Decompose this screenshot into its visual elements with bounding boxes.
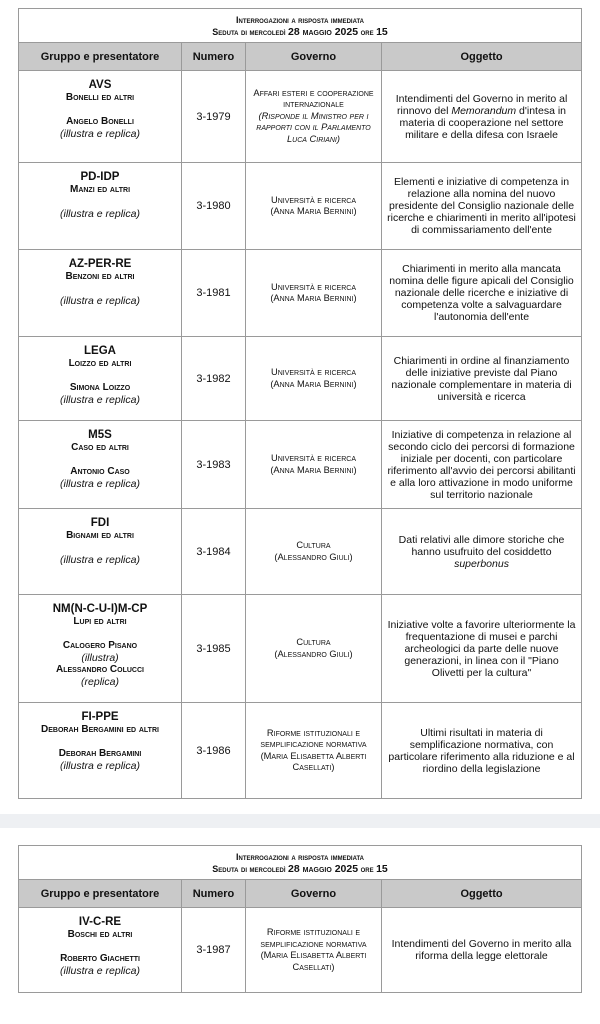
spacer — [19, 283, 181, 295]
subject-text: Intendimenti del Governo in merito alla riforma della legge elettorale — [391, 938, 572, 962]
group-name: Lupi ed altri — [73, 616, 127, 627]
document-page-2 — [0, 828, 600, 1024]
subject-cell — [382, 337, 582, 421]
group-cell — [19, 337, 182, 421]
presenter-role: (illustra e replica) — [60, 965, 140, 977]
group-name: Manzi ed altri — [69, 184, 131, 195]
question-number: 3-1987 — [182, 908, 246, 993]
presenter-name: Simona Loizzo — [69, 382, 131, 393]
table-row — [19, 337, 582, 421]
group-cell — [19, 509, 182, 595]
minister-name: (Anna Maria Bernini) — [270, 378, 357, 389]
presenter-role-2: (replica) — [81, 676, 119, 688]
questions-table-continued — [18, 845, 582, 993]
party-name: PD-IDP — [80, 171, 120, 183]
government-cell — [246, 337, 382, 421]
question-number: 3-1985 — [182, 595, 246, 703]
minister-name: (Anna Maria Bernini) — [270, 464, 357, 475]
title-line-2: Seduta di mercoledì 28 maggio 2025 ore 15 — [212, 862, 388, 875]
ministry-name: Università e ricerca — [270, 453, 356, 463]
spacer — [19, 454, 181, 466]
minister-name: (Alessandro Giuli) — [274, 648, 353, 659]
subject-cell — [382, 421, 582, 509]
table-title — [19, 9, 582, 43]
minister-name: (Maria Elisabetta Alberti Casellati) — [260, 750, 367, 772]
subject-text: Dati relativi alle dimore storiche che hanno usufruito del cosiddetto — [398, 533, 565, 558]
table-row — [19, 163, 582, 250]
minister-name: (Anna Maria Bernini) — [270, 293, 357, 303]
col-header-subject: Oggetto — [382, 43, 582, 71]
ministry-name: Riforme istituzionali e semplificazione normativa — [260, 927, 367, 949]
group-cell — [19, 71, 182, 163]
group-cell — [19, 595, 182, 703]
group-cell — [19, 421, 182, 509]
col-header-group: Gruppo e presentatore — [19, 880, 182, 908]
government-cell — [246, 509, 382, 595]
group-name: Bonelli ed altri — [65, 92, 135, 103]
ministry-name: Università e ricerca — [270, 281, 356, 292]
government-cell — [246, 421, 382, 509]
party-name: FI-PPE — [81, 711, 119, 723]
group-cell — [19, 163, 182, 250]
table-row — [19, 908, 582, 993]
presenter-name: Roberto Giachetti — [60, 953, 140, 964]
presenter-name: Deborah Bergamini — [58, 748, 142, 759]
minister-name: (Maria Elisabetta Alberti Casellati) — [260, 950, 367, 972]
table-row — [19, 509, 582, 595]
presenter-name: Antonio Caso — [70, 466, 130, 477]
party-name: NM(N-C-U-I)M-CP — [52, 603, 148, 615]
table-row — [19, 595, 582, 703]
subject-text: Elementi e iniziative di competenza in relazione alla nomina del nuovo presidente del Consiglio nazionale delle ricerche e chiarimenti in merito all'ipotesi di commissariamento dell'ente — [387, 176, 576, 236]
spacer — [19, 370, 181, 382]
party-name: FDI — [90, 517, 110, 529]
government-cell — [246, 595, 382, 703]
presenter-name-2: Alessandro Colucci — [55, 664, 144, 675]
question-number: 3-1979 — [182, 71, 246, 163]
subject-cell — [382, 163, 582, 250]
party-name: M5S — [88, 429, 112, 441]
group-cell — [19, 250, 182, 337]
subject-text: Iniziative di competenza in relazione al secondo ciclo dei percorsi di formazione iniziale per docenti, con particolare riferimento all'avvio dei percorsi abilitanti e alla loro attivazione in modo uniforme sul territorio nazionale — [387, 428, 576, 501]
government-cell — [246, 163, 382, 250]
col-header-subject: Oggetto — [382, 880, 582, 908]
party-name: AZ-PER-RE — [68, 258, 132, 270]
group-name: Benzoni ed altri — [65, 271, 135, 282]
subject-cell — [382, 703, 582, 799]
spacer — [19, 941, 181, 953]
subject-text: Chiarimenti in ordine al finanziamento delle iniziative previste dal Piano nazionale complementare in materia di università e ricerca — [391, 354, 572, 403]
presenter-name: Calogero Pisano — [62, 640, 138, 651]
minister-name: (Anna Maria Bernini) — [270, 206, 357, 216]
spacer — [19, 736, 181, 748]
group-name: Deborah Bergamini ed altri — [41, 724, 159, 735]
spacer — [19, 542, 181, 554]
government-cell — [246, 703, 382, 799]
ministry-name: Università e ricerca — [270, 367, 356, 377]
presenter-role: (illustra e replica) — [60, 208, 140, 220]
subject-emphasis: Memorandum — [451, 104, 517, 117]
table-body — [19, 908, 582, 993]
subject-emphasis: superbonus — [454, 557, 509, 570]
subject-text-end: d'intesa in materia di cooperazione nel settore militare e della difesa con Israele — [399, 104, 566, 141]
title-line-1: Interrogazioni a risposta immediata — [236, 851, 365, 862]
presenter-name: Angelo Bonelli — [66, 116, 134, 127]
presenter-role: (illustra e replica) — [60, 554, 140, 566]
subject-text: Iniziative volte a favorire ulteriormente la frequentazione di musei e parchi archeologici da parte delle nuove generazioni, in linea con il "Piano Olivetti per la cultura" — [387, 618, 576, 679]
party-name: LEGA — [84, 345, 116, 357]
question-number: 3-1980 — [182, 163, 246, 250]
ministry-name: Cultura — [296, 637, 331, 647]
group-name: Loizzo ed altri — [68, 358, 132, 369]
table-body — [19, 71, 582, 799]
ministry-name: Cultura — [296, 540, 331, 550]
table-title — [19, 846, 582, 880]
group-cell — [19, 703, 182, 799]
question-number: 3-1986 — [182, 703, 246, 799]
government-cell — [246, 71, 382, 163]
question-number: 3-1983 — [182, 421, 246, 509]
subject-cell — [382, 595, 582, 703]
group-name: Bignami ed altri — [66, 530, 134, 541]
table-row — [19, 703, 582, 799]
subject-text: Ultimi risultati in materia di semplificazione normativa, con particolare riferimento alla riduzione e al riordino della legislazione — [388, 726, 575, 775]
table-row — [19, 421, 582, 509]
col-header-number: Numero — [182, 880, 246, 908]
subject-cell — [382, 509, 582, 595]
party-name: AVS — [88, 79, 112, 91]
government-cell — [246, 908, 382, 993]
subject-text: Intendimenti del Governo in merito al rinnovo del — [395, 92, 568, 117]
question-number: 3-1981 — [182, 250, 246, 337]
minister-note: (Risponde il Ministro per i rapporti con il Parlamento Luca Ciriani) — [256, 110, 371, 144]
spacer — [19, 628, 181, 640]
col-header-number: Numero — [182, 43, 246, 71]
subject-text: Chiarimenti in merito alla mancata nomina delle figure apicali del Consiglio nazionale delle ricerche e iniziative di competenza volte a salvaguardare l'autonomia dell'ente — [389, 263, 574, 323]
group-name: Boschi ed altri — [67, 929, 133, 940]
question-number: 3-1984 — [182, 509, 246, 595]
col-header-group: Gruppo e presentatore — [19, 43, 182, 71]
title-line-2: Seduta di mercoledì 28 maggio 2025 ore 15 — [212, 25, 388, 38]
subject-cell — [382, 908, 582, 993]
col-header-government: Governo — [246, 43, 382, 71]
minister-name: (Alessandro Giuli) — [274, 551, 353, 562]
ministry-name: Università e ricerca — [270, 194, 356, 205]
presenter-role: (illustra) — [81, 652, 119, 664]
party-name: IV-C-RE — [78, 916, 122, 928]
presenter-role: (illustra e replica) — [60, 295, 140, 307]
col-header-government: Governo — [246, 880, 382, 908]
spacer — [19, 104, 181, 116]
table-row — [19, 250, 582, 337]
presenter-role: (illustra e replica) — [60, 394, 140, 406]
presenter-role: (illustra e replica) — [60, 128, 140, 140]
ministry-name: Affari esteri e cooperazione internazionale — [253, 87, 374, 110]
spacer — [19, 196, 181, 208]
presenter-role: (illustra e replica) — [60, 760, 140, 772]
group-name: Caso ed altri — [71, 442, 129, 453]
table-row — [19, 71, 582, 163]
group-cell — [19, 908, 182, 993]
subject-cell — [382, 71, 582, 163]
government-cell — [246, 250, 382, 337]
title-line-1: Interrogazioni a risposta immediata — [236, 14, 365, 25]
questions-table — [18, 8, 582, 799]
ministry-name: Riforme istituzionali e semplificazione normativa — [260, 727, 367, 749]
subject-cell — [382, 250, 582, 337]
question-number: 3-1982 — [182, 337, 246, 421]
presenter-role: (illustra e replica) — [60, 478, 140, 490]
